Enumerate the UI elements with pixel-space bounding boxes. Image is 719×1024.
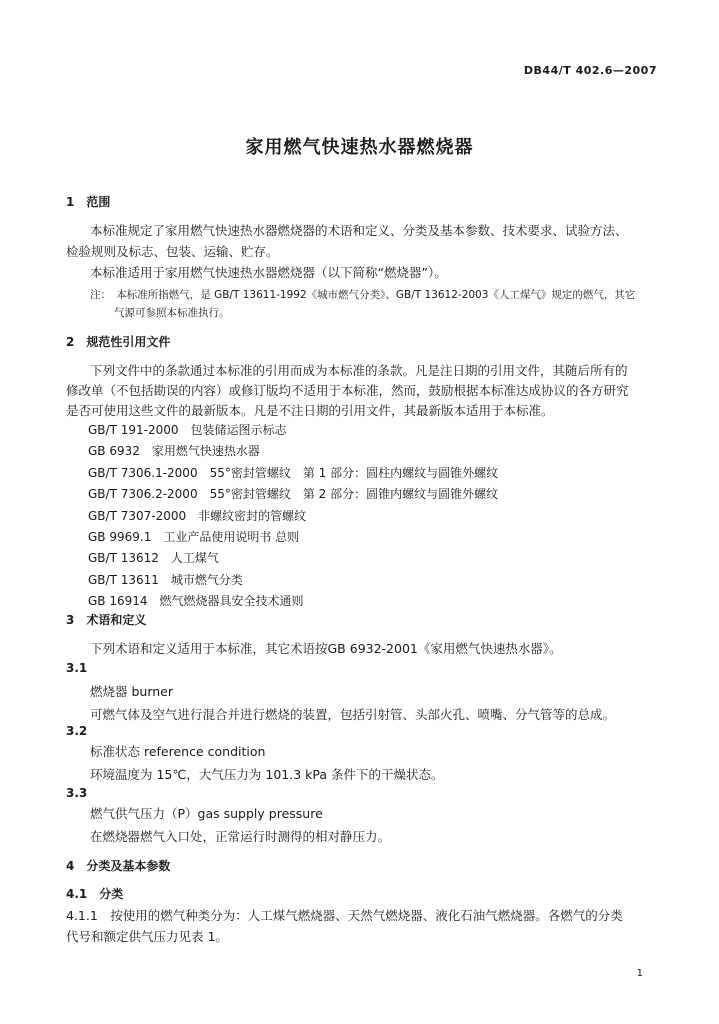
reference-item: GB/T 191-2000 包装储运图示标志: [88, 423, 287, 437]
term-3-1-number: 3.1: [66, 661, 88, 675]
term-3-3-number: 3.3: [66, 786, 88, 800]
s3-intro: 下列术语和定义适用于本标准，其它术语按GB 6932-2001《家用燃气快速热水器》。: [90, 641, 562, 656]
section-2-heading: 2 规范性引用文件: [66, 335, 171, 349]
s2-paragraph-b: 修改单（不包括勘误的内容）或修订版均不适用于本标准，然而，鼓励根据本标准达成协议的各方研究: [66, 383, 629, 398]
s2-paragraph-a: 下列文件中的条款通过本标准的引用而成为本标准的条款。凡是注日期的引用文件，其随后所有的: [90, 363, 628, 378]
term-3-2-number: 3.2: [66, 724, 88, 738]
reference-item: GB 9969.1 工业产品使用说明书 总则: [88, 529, 300, 544]
reference-item: GB 16914 燃气燃烧器具安全技术通则: [88, 594, 304, 609]
reference-item: GB/T 7306.2-2000 55°密封管螺纹 第 2 部分：圆锥内螺纹与圆锥外螺纹: [88, 487, 499, 502]
s1-paragraph-1a: 本标准规定了家用燃气快速热水器燃烧器的术语和定义、分类及基本参数、技术要求、试验方法、: [90, 223, 628, 238]
term-3-2-name: 标准状态 reference condition: [90, 744, 266, 759]
reference-item: GB/T 13611 城市燃气分类: [88, 572, 243, 587]
reference-item: GB/T 7307-2000 非螺纹密封的管螺纹: [88, 508, 307, 523]
s2-paragraph-c: 是否可使用这些文件的最新版本。凡是不注日期的引用文件，其最新版本适用于本标准。: [66, 403, 554, 418]
s1-paragraph-1b: 检验规则及标志、包装、运输、贮存。: [66, 244, 279, 259]
page-number: 1: [636, 968, 643, 979]
section-1-heading: 1 范围: [66, 195, 111, 209]
reference-item: GB 6932 家用燃气快速热水器: [88, 444, 260, 459]
document-title: 家用燃气快速热水器燃烧器: [245, 137, 474, 158]
term-3-1-definition: 可燃气体及空气进行混合并进行燃烧的装置，包括引射管、头部火孔、喷嘴、分气管等的总成。: [90, 707, 616, 722]
section-3-heading: 3 术语和定义: [66, 613, 147, 627]
section-4-1-heading: 4.1 分类: [66, 887, 124, 901]
reference-item: GB/T 7306.1-2000 55°密封管螺纹 第 1 部分：圆柱内螺纹与圆锥外螺纹: [88, 465, 499, 480]
section-4-heading: 4 分类及基本参数: [66, 859, 171, 873]
normative-references-list: [88, 420, 498, 613]
s1-note-line-b: 气源可参照本标准执行。: [114, 307, 230, 319]
term-3-3-definition: 在燃烧器燃气入口处，正常运行时测得的相对静压力。: [90, 829, 391, 844]
term-3-2-definition: 环境温度为 15℃，大气压力为 101.3 kPa 条件下的干燥状态。: [90, 767, 444, 782]
term-3-3-name: 燃气供气压力（P）gas supply pressure: [90, 806, 323, 821]
term-3-1-name: 燃烧器 burner: [90, 684, 174, 699]
s1-note-line-a: 注： 本标准所指燃气，是 GB/T 13611-1992《城市燃气分类》、GB/T 13612-2003《人工煤气》规定的燃气，其它: [90, 289, 636, 301]
reference-item: GB/T 13612 人工煤气: [88, 551, 219, 566]
standard-code: DB44/T 402.6—2007: [523, 64, 657, 77]
s1-paragraph-2: 本标准适用于家用燃气快速热水器燃烧器（以下简称“燃烧器”）。: [90, 265, 447, 280]
s4-paragraph-a: 4.1.1 按使用的燃气种类分为：人工煤气燃烧器、天然气燃烧器、液化石油气燃烧器。各燃气的分类: [66, 908, 623, 923]
s4-paragraph-b: 代号和额定供气压力见表 1。: [66, 929, 228, 944]
